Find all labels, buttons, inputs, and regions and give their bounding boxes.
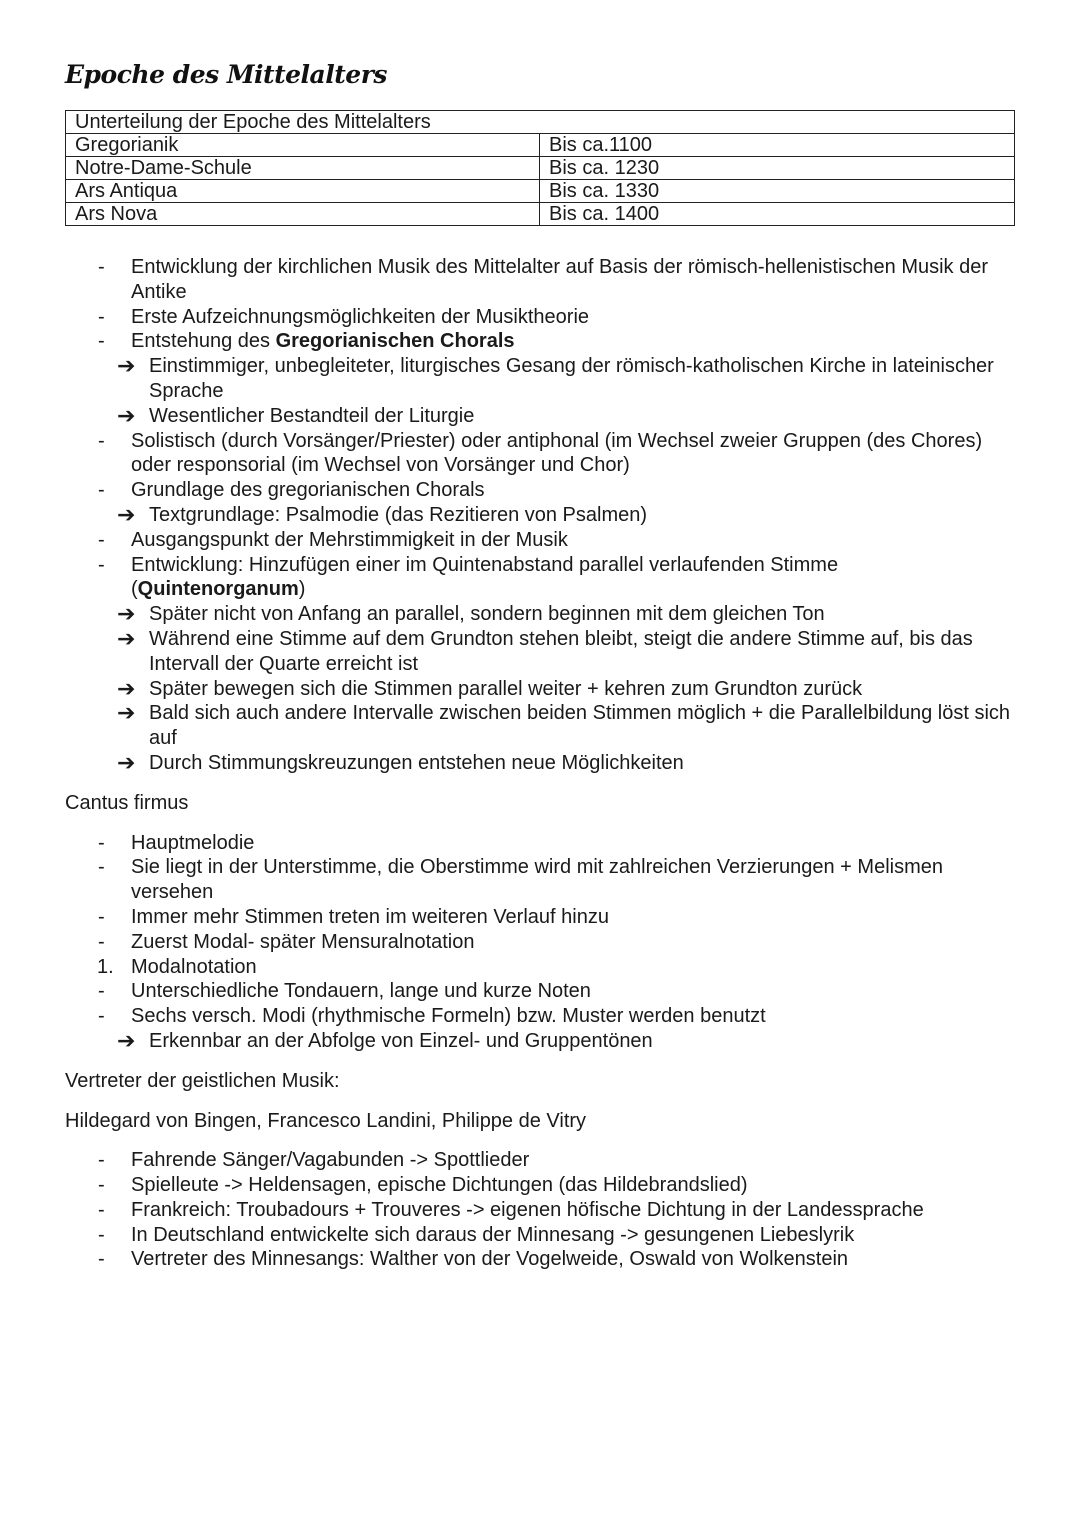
- numbered-item: 1. Modalnotation: [97, 955, 257, 978]
- dash-marker: -: [98, 528, 105, 551]
- dash-marker: -: [98, 856, 105, 879]
- bullet-item-continuation: versehen: [131, 881, 214, 904]
- arrow-item: ➔ Textgrundlage: Psalmodie (das Rezitieren von Psalmen): [117, 501, 648, 527]
- dash-marker: -: [98, 980, 105, 1003]
- notes-body: [65, 255, 1025, 1272]
- bullet-item: - Entwicklung: Hinzufügen einer im Quintenabstand parallel verlaufenden Stimme: [98, 553, 839, 576]
- arrow-icon: ➔: [117, 675, 136, 701]
- dash-marker: -: [98, 1223, 105, 1246]
- bullet-item-continuation: Antike: [131, 280, 187, 303]
- table-row: [66, 203, 1015, 226]
- page-title: Epoche des Mittelalters: [65, 60, 387, 89]
- dash-marker: -: [98, 905, 105, 928]
- bullet-item-continuation: oder responsorial (im Wechsel von Vorsänger und Chor): [131, 454, 630, 477]
- arrow-item: ➔ Bald sich auch andere Intervalle zwischen beiden Stimmen möglich + die Parallelbildung löst sich: [117, 700, 1011, 726]
- arrow-item: ➔ Einstimmiger, unbegleiteter, liturgisches Gesang der römisch-katholischen Kirche in lateinischer: [117, 353, 994, 379]
- arrow-item-continuation: Sprache: [149, 379, 224, 402]
- bullet-item: - Grundlage des gregorianischen Chorals: [98, 479, 485, 502]
- dash-marker: -: [98, 831, 105, 854]
- bullet-item: - Sechs versch. Modi (rhythmische Formeln) bzw. Muster werden benutzt: [98, 1005, 766, 1028]
- bullet-item: - Sie liegt in der Unterstimme, die Oberstimme wird mit zahlreichen Verzierungen + Melismen: [98, 856, 943, 879]
- table-header-row: [66, 111, 1015, 134]
- table-row: [66, 180, 1015, 203]
- arrow-item: ➔ Wesentlicher Bestandteil der Liturgie: [117, 402, 475, 428]
- bullet-item: - Hauptmelodie: [98, 831, 255, 854]
- dash-marker: -: [98, 1149, 105, 1172]
- arrow-icon: ➔: [117, 402, 136, 428]
- table-cell-period: Bis ca. 1400: [540, 203, 1015, 226]
- bullet-item: - In Deutschland entwickelte sich daraus der Minnesang -> gesungenen Liebeslyrik: [98, 1223, 855, 1246]
- dash-marker: -: [98, 553, 105, 576]
- dash-marker: -: [98, 305, 105, 328]
- arrow-item: ➔ Später bewegen sich die Stimmen parallel weiter + kehren zum Grundton zurück: [117, 675, 863, 701]
- arrow-item: ➔ Erkennbar an der Abfolge von Einzel- und Gruppentönen: [117, 1027, 653, 1053]
- bullet-item: - Zuerst Modal- später Mensuralnotation: [98, 930, 475, 953]
- arrow-icon: ➔: [117, 625, 136, 651]
- table-cell-name: Gregorianik: [66, 134, 540, 157]
- arrow-icon: ➔: [117, 700, 136, 726]
- dash-marker: -: [98, 429, 105, 452]
- arrow-item-continuation: Intervall der Quarte erreicht ist: [149, 652, 418, 675]
- table-row: [66, 134, 1015, 157]
- period-table: [65, 110, 1015, 226]
- section-heading: Cantus firmus: [65, 791, 189, 814]
- bullet-item: - Vertreter des Minnesangs: Walther von der Vogelweide, Oswald von Wolkenstein: [98, 1248, 849, 1271]
- section-heading: Vertreter der geistlichen Musik:: [65, 1069, 340, 1092]
- dash-marker: -: [98, 1198, 105, 1221]
- arrow-icon: ➔: [117, 601, 136, 627]
- bullet-item: - Solistisch (durch Vorsänger/Priester) oder antiphonal (im Wechsel zweier Gruppen (des Chores): [98, 429, 983, 452]
- arrow-item: ➔ Während eine Stimme auf dem Grundton stehen bleibt, steigt die andere Stimme auf, bis das: [117, 625, 973, 651]
- bullet-item: - Unterschiedliche Tondauern, lange und kurze Noten: [98, 980, 591, 1003]
- bullet-item: - Ausgangspunkt der Mehrstimmigkeit in der Musik: [98, 528, 568, 551]
- arrow-item: ➔ Durch Stimmungskreuzungen entstehen neue Möglichkeiten: [117, 749, 684, 775]
- arrow-item: ➔ Später nicht von Anfang an parallel, sondern beginnen mit dem gleichen Ton: [117, 601, 825, 627]
- table-cell-period: Bis ca. 1230: [540, 157, 1015, 180]
- dash-marker: -: [98, 479, 105, 502]
- arrow-icon: ➔: [117, 749, 136, 775]
- bold-term: Gregorianischen Chorals: [275, 330, 515, 353]
- bullet-item-continuation: (Quintenorganum): [131, 578, 306, 601]
- bold-term: Quintenorganum: [137, 578, 299, 601]
- paragraph: Hildegard von Bingen, Francesco Landini, Philippe de Vitry: [65, 1109, 587, 1132]
- table-row: [66, 157, 1015, 180]
- arrow-icon: ➔: [117, 1027, 136, 1053]
- table-cell-period: Bis ca. 1330: [540, 180, 1015, 203]
- table-cell-name: Notre-Dame-Schule: [66, 157, 540, 180]
- dash-marker: -: [98, 930, 105, 953]
- arrow-icon: ➔: [117, 501, 136, 527]
- arrow-icon: ➔: [117, 353, 136, 379]
- arrow-item-continuation: auf: [149, 727, 177, 750]
- bullet-item: - Frankreich: Troubadours + Trouveres -> eigenen höfische Dichtung in der Landessprache: [98, 1198, 924, 1221]
- number-marker: 1.: [97, 955, 114, 978]
- dash-marker: -: [98, 330, 105, 353]
- table-cell-period: Bis ca.1100: [540, 134, 1015, 157]
- table-cell-name: Ars Antiqua: [66, 180, 540, 203]
- bullet-item: - Immer mehr Stimmen treten im weiteren Verlauf hinzu: [98, 905, 609, 928]
- dash-marker: -: [98, 1174, 105, 1197]
- bullet-item: - Spielleute -> Heldensagen, epische Dichtungen (das Hildebrandslied): [98, 1174, 748, 1197]
- bullet-item: - Entwicklung der kirchlichen Musik des Mittelalter auf Basis der römisch-hellenistischen Musik der: [98, 256, 989, 278]
- dash-marker: -: [98, 1248, 105, 1271]
- bullet-item: - Erste Aufzeichnungsmöglichkeiten der Musiktheorie: [98, 305, 590, 328]
- bullet-item: - Fahrende Sänger/Vagabunden -> Spottlieder: [98, 1149, 530, 1172]
- table-header: Unterteilung der Epoche des Mittelalters: [66, 111, 1015, 134]
- dash-marker: -: [98, 1005, 105, 1028]
- table-cell-name: Ars Nova: [66, 203, 540, 226]
- bullet-item: - Entstehung des Gregorianischen Chorals: [98, 330, 515, 353]
- dash-marker: -: [98, 256, 105, 278]
